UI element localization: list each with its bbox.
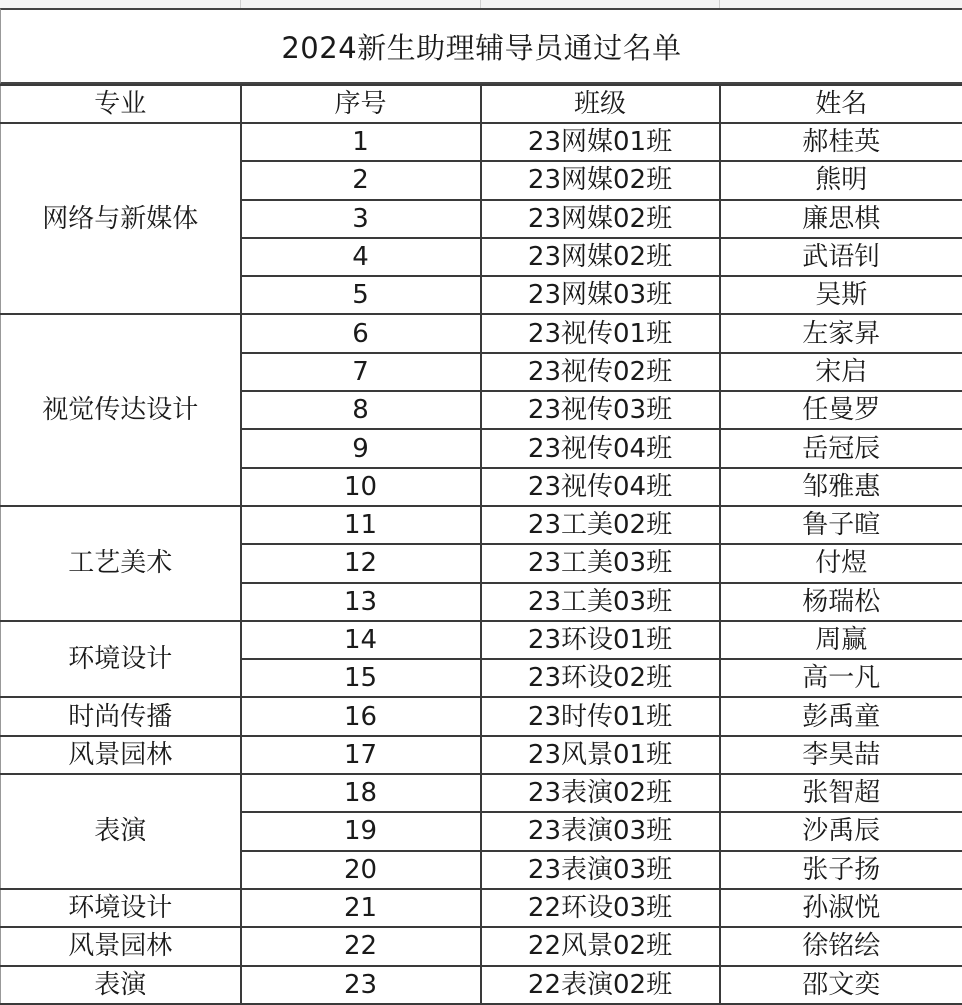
number-cell: 23	[241, 966, 481, 1004]
major-cell: 风景园林	[1, 927, 241, 965]
class-cell: 23网媒02班	[481, 238, 720, 276]
column-tick	[240, 0, 241, 8]
class-cell: 23表演02班	[481, 774, 720, 812]
major-cell: 风景园林	[1, 736, 241, 774]
number-cell: 11	[241, 506, 481, 544]
name-cell: 沙禹辰	[720, 812, 962, 850]
number-cell: 5	[241, 276, 481, 314]
class-cell: 22环设03班	[481, 889, 720, 927]
table-row	[1, 889, 962, 927]
class-cell: 22表演02班	[481, 966, 720, 1004]
major-cell: 环境设计	[1, 621, 241, 698]
class-cell: 22风景02班	[481, 927, 720, 965]
major-cell: 表演	[1, 966, 241, 1004]
number-cell: 2	[241, 161, 481, 199]
table-row	[1, 621, 962, 659]
class-cell: 23表演03班	[481, 851, 720, 889]
class-cell: 23时传01班	[481, 697, 720, 735]
name-cell: 徐铭绘	[720, 927, 962, 965]
name-cell: 邹雅惠	[720, 468, 962, 506]
major-cell: 时尚传播	[1, 697, 241, 735]
class-cell: 23视传01班	[481, 314, 720, 352]
class-cell: 23网媒02班	[481, 200, 720, 238]
sheet-title: 2024新生助理辅导员通过名单	[0, 8, 962, 84]
number-cell: 10	[241, 468, 481, 506]
name-cell: 付煜	[720, 544, 962, 582]
name-cell: 鲁子暄	[720, 506, 962, 544]
number-cell: 15	[241, 659, 481, 697]
name-cell: 宋启	[720, 353, 962, 391]
class-cell: 23风景01班	[481, 736, 720, 774]
name-cell: 孙淑悦	[720, 889, 962, 927]
table-row	[1, 966, 962, 1004]
name-cell: 左家昇	[720, 314, 962, 352]
major-cell: 环境设计	[1, 889, 241, 927]
major-cell: 视觉传达设计	[1, 314, 241, 505]
roster-table	[0, 84, 962, 1005]
number-cell: 1	[241, 123, 481, 161]
class-cell: 23视传03班	[481, 391, 720, 429]
name-cell: 彭禹童	[720, 697, 962, 735]
table-row	[1, 774, 962, 812]
column-tick	[480, 0, 481, 8]
name-cell: 任曼罗	[720, 391, 962, 429]
name-cell: 李昊喆	[720, 736, 962, 774]
class-cell: 23网媒03班	[481, 276, 720, 314]
class-cell: 23视传04班	[481, 468, 720, 506]
number-cell: 18	[241, 774, 481, 812]
major-cell: 网络与新媒体	[1, 123, 241, 314]
table-row	[1, 697, 962, 735]
number-cell: 4	[241, 238, 481, 276]
name-cell: 熊明	[720, 161, 962, 199]
number-cell: 12	[241, 544, 481, 582]
name-cell: 郝桂英	[720, 123, 962, 161]
number-cell: 14	[241, 621, 481, 659]
table-row	[1, 736, 962, 774]
name-cell: 杨瑞松	[720, 583, 962, 621]
name-cell: 张子扬	[720, 851, 962, 889]
number-cell: 9	[241, 429, 481, 467]
table-row	[1, 314, 962, 352]
class-cell: 23网媒02班	[481, 161, 720, 199]
class-cell: 23视传02班	[481, 353, 720, 391]
major-cell: 工艺美术	[1, 506, 241, 621]
column-tick	[719, 0, 720, 8]
name-cell: 吴斯	[720, 276, 962, 314]
roster-body	[1, 123, 962, 1004]
number-cell: 16	[241, 697, 481, 735]
class-cell: 23环设02班	[481, 659, 720, 697]
top-column-strip	[0, 0, 962, 8]
number-cell: 13	[241, 583, 481, 621]
class-cell: 23工美03班	[481, 583, 720, 621]
table-row	[1, 506, 962, 544]
name-cell: 武语钊	[720, 238, 962, 276]
number-cell: 20	[241, 851, 481, 889]
number-cell: 22	[241, 927, 481, 965]
header-name: 姓名	[720, 85, 962, 123]
name-cell: 邵文奕	[720, 966, 962, 1004]
number-cell: 3	[241, 200, 481, 238]
class-cell: 23网媒01班	[481, 123, 720, 161]
number-cell: 7	[241, 353, 481, 391]
header-row	[1, 85, 962, 123]
class-cell: 23工美02班	[481, 506, 720, 544]
class-cell: 23表演03班	[481, 812, 720, 850]
name-cell: 周赢	[720, 621, 962, 659]
number-cell: 21	[241, 889, 481, 927]
class-cell: 23视传04班	[481, 429, 720, 467]
name-cell: 廉思棋	[720, 200, 962, 238]
class-cell: 23环设01班	[481, 621, 720, 659]
major-cell: 表演	[1, 774, 241, 889]
table-row	[1, 123, 962, 161]
header-class: 班级	[481, 85, 720, 123]
name-cell: 岳冠辰	[720, 429, 962, 467]
number-cell: 19	[241, 812, 481, 850]
number-cell: 8	[241, 391, 481, 429]
name-cell: 高一凡	[720, 659, 962, 697]
header-number: 序号	[241, 85, 481, 123]
number-cell: 6	[241, 314, 481, 352]
table-row	[1, 927, 962, 965]
number-cell: 17	[241, 736, 481, 774]
class-cell: 23工美03班	[481, 544, 720, 582]
header-major: 专业	[1, 85, 241, 123]
name-cell: 张智超	[720, 774, 962, 812]
